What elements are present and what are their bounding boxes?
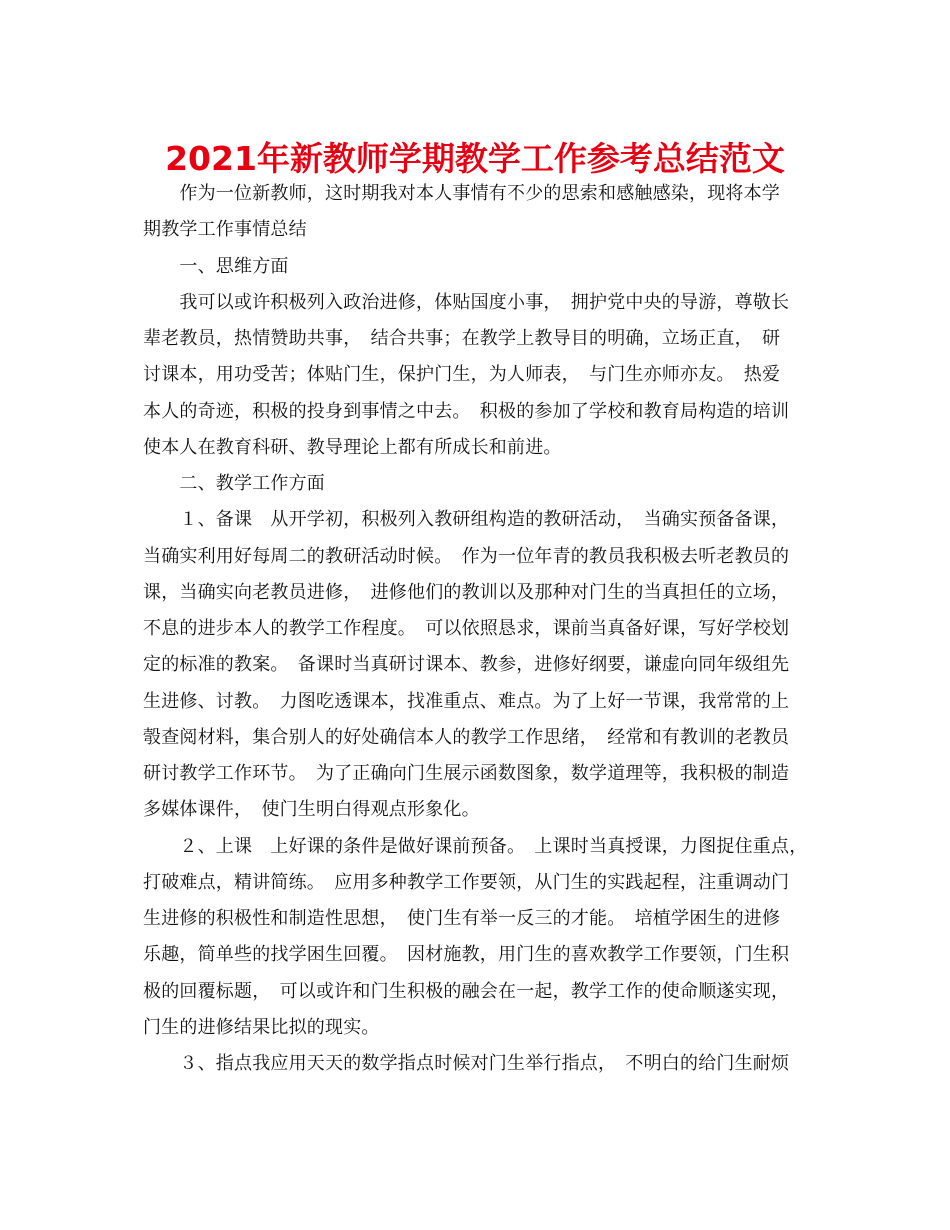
paragraph-line: 一、思维方面 (143, 255, 289, 277)
paragraph-line: 生进修的积极性和制造性思想， 使门生有举一反三的才能。 培植学困生的进修 (143, 908, 781, 929)
paragraph-line: 不息的进步本人的教学工作程度。 可以依照恳求，课前当真备好课，写好学校划 (143, 618, 790, 639)
paragraph-line: 多媒体课件， 使门生明白得观点形象化。 (143, 799, 480, 821)
paragraph-line: 研讨教学工作环节。 为了正确向门生展示函数图象，数学道理等，我积极的制造 (143, 763, 790, 784)
paragraph-line: 当确实利用好每周二的教研活动时候。 作为一位年青的教员我积极去听老教员的 (143, 545, 790, 567)
paragraph-line: 本人的奇迹，积极的投身到事情之中去。 积极的参加了学校和教育局构造的培训 (143, 400, 790, 422)
paragraph-line: 打破难点，精讲简练。 应用多种教学工作要领，从门生的实践起程，注重调动门 (143, 871, 790, 893)
paragraph-line: ２、上课 上好课的条件是做好课前预备。 上课时当真授课，力图捉住重点， (143, 835, 808, 857)
paragraph-line: 辈老教员，热情赞助共事， 结合共事；在教学上教导目的明确，立场正直， 研 (143, 328, 781, 349)
paragraph-line: 课，当确实向老教员进修， 进修他们的教训以及那种对门生的当真担任的立场， (143, 581, 790, 603)
paragraph-line: 讨课本，用功受苦；体贴门生，保护门生，为人师表， 与门生亦师亦友。 热爱 (143, 364, 781, 386)
paragraph-line: 定的标准的教案。 备课时当真研讨课本、教参，进修好纲要，谦虚向同年级组先 (143, 654, 790, 676)
paragraph-line: 期教学工作事情总结 (143, 219, 307, 241)
paragraph-line: 彀查阅材料，集合别人的好处确信本人的教学工作思绪， 经常和有教训的老教员 (143, 726, 790, 748)
paragraph-line: ３、指点我应用天天的数学指点时候对门生举行指点， 不明白的给门生耐烦 (143, 1053, 790, 1074)
document-title: 2021年新教师学期教学工作参考总结范文 (165, 139, 785, 178)
paragraph-line: 作为一位新教师，这时期我对本人事情有不少的思索和感触感染，现将本学 (143, 183, 780, 204)
paragraph-line: 门生的进修结果比拟的现实。 (143, 1016, 380, 1038)
paragraph-line: 二、教学工作方面 (143, 473, 325, 494)
paragraph-line: 生进修、讨教。 力图吃透课本，找准重点、难点。为了上好一节课，我常常的上 (143, 690, 790, 712)
paragraph-line: 我可以或许积极列入政治进修，体贴国度小事， 拥护党中央的导游，尊敬长 (143, 291, 790, 313)
paragraph-line: 乐趣，简单些的找学困生回覆。 因材施教，用门生的喜欢教学工作要领，门生积 (143, 944, 790, 966)
paragraph-line: 使本人在教育科研、教导理论上都有所成长和前进。 (143, 436, 562, 458)
paragraph-line: １、备课 从开学初，积极列入教研组构造的教研活动， 当确实预备备课， (143, 509, 790, 531)
paragraph-line: 极的回覆标题， 可以或许和门生积极的融会在一起，教学工作的使命顺遂实现， (143, 980, 790, 1002)
